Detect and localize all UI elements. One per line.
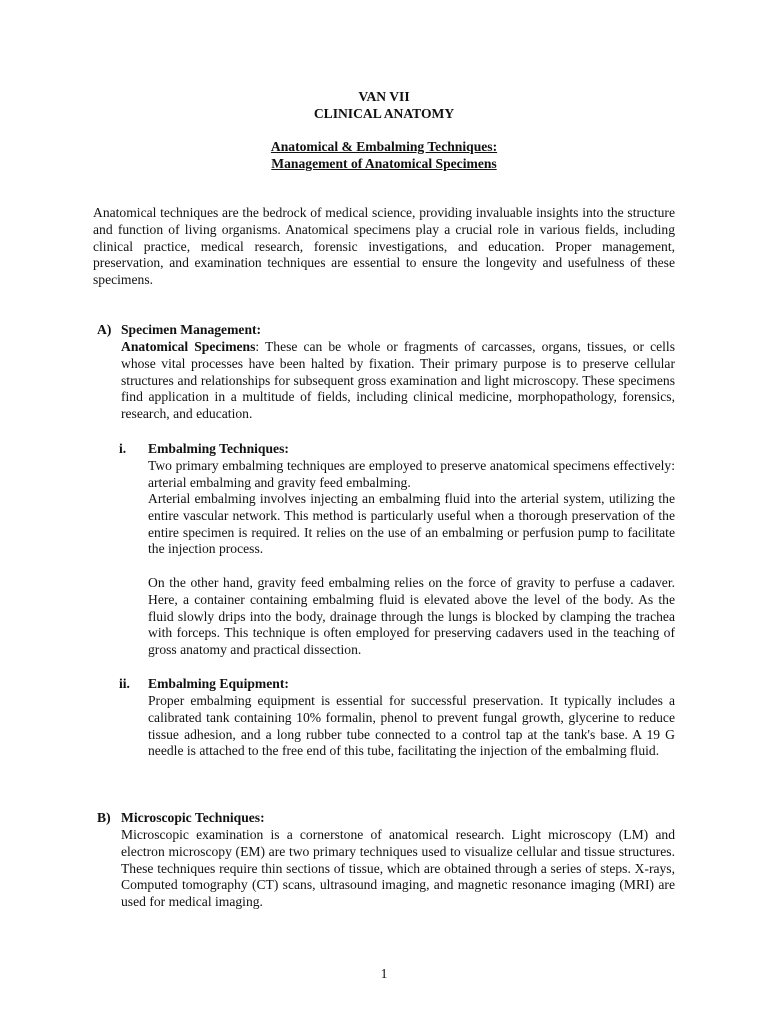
subtitle-line-2: Management of Anatomical Specimens xyxy=(271,156,497,171)
intro-paragraph: Anatomical techniques are the bedrock of medical science, providing invaluable insights into the structure and function of living organisms. Anatomical specimens play a crucial role in various fields, including clinical practice, medical research, forensic investigations, and education. Proper management, preservation, and examination techniques are essential to ensure the longevity and usefulness of these specimens. xyxy=(93,205,675,288)
title-line-2: CLINICAL ANATOMY xyxy=(313,106,455,121)
section-a-marker: A) xyxy=(97,322,112,337)
section-b-heading: Microscopic Techniques: xyxy=(121,810,265,825)
section-a-paragraph xyxy=(121,339,675,423)
section-a-term: Anatomical Specimens xyxy=(121,339,256,354)
subsection-ii-paragraph: Proper embalming equipment is essential for successful preservation. It typically includes a calibrated tank containing 10% formalin, phenol to prevent fungal growth, glycerine to reduce tissue adhesion, and a long rubber tube connected to a control tap at the tank's base. A 19 G needle is attached to the free end of this tube, facilitating the injection of the embalming fluid. xyxy=(148,693,675,759)
document-title xyxy=(0,89,768,123)
section-a-text: : These can be whole or fragments of carcasses, organs, tissues, or cells whose vital processes have been halted by fixation. Their primary purpose is to preserve cellular structures and relationships for subsequent gross examination and light microscopy. These specimens find application in a multitude of fields, including clinical medicine, morphopathology, forensics, research, and education. xyxy=(121,339,675,422)
section-b-paragraph: Microscopic examination is a cornerstone of anatomical research. Light microscopy (LM) and electron microscopy (EM) are two primary techniques used to visualize cellular and tissue structures. These techniques require thin sections of tissue, which are obtained through a series of steps. X-rays, Computed tomography (CT) scans, ultrasound imaging, and magnetic resonance imaging (MRI) are used for medical imaging. xyxy=(121,827,675,910)
subsection-i-paragraph-2: Arterial embalming involves injecting an embalming fluid into the arterial system, utilizing the entire vascular network. This method is particularly useful when a thorough preservation of the entire specimen is required. It relies on the use of an embalming or perfusion pump to facilitate the injection process. xyxy=(148,491,675,557)
section-a-heading: Specimen Management: xyxy=(121,322,262,337)
subsection-i-paragraph-1: Two primary embalming techniques are employed to preserve anatomical specimens effectively: arterial embalming and gravity feed embalming. xyxy=(148,458,675,490)
subsection-ii-marker: ii. xyxy=(119,676,130,691)
subsection-i-paragraph-3: On the other hand, gravity feed embalming relies on the force of gravity to perfuse a cadaver. Here, a container containing embalming fluid is elevated above the level of the body. As the fluid slowly drips into the body, drainage through the lungs is blocked by clamping the trachea with forceps. This technique is often employed for preserving cadavers used in the teaching of gross anatomy and practical dissection. xyxy=(148,575,675,658)
title-line-1: VAN VII xyxy=(358,89,410,104)
page-number: 1 xyxy=(380,966,388,981)
subtitle-line-1: Anatomical & Embalming Techniques: xyxy=(270,139,498,154)
subsection-i-heading: Embalming Techniques: xyxy=(148,441,289,456)
section-b-marker: B) xyxy=(97,810,111,825)
document-subtitle xyxy=(0,139,768,173)
subsection-ii-heading: Embalming Equipment: xyxy=(148,676,289,691)
subsection-i-marker: i. xyxy=(119,441,127,456)
